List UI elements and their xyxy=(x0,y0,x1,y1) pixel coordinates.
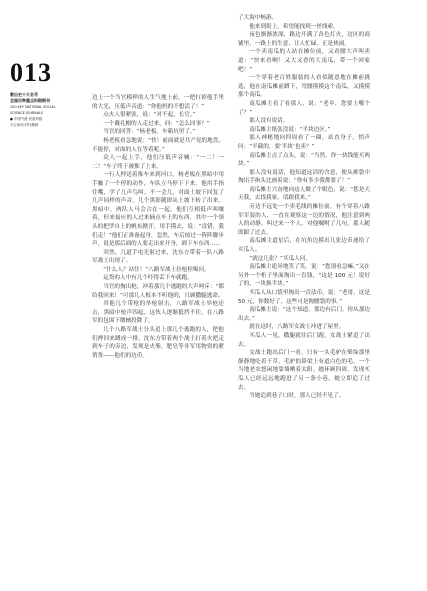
article-paragraph: 当她追到巷子口时，那人已经不见了。 xyxy=(249,393,345,400)
article-paragraph: 南瓜摊主诡异地笑了笑，说：“您别看急嘛。”又在另外一个柜子里面掏出一沓钱，“这是 100 元！说好了的，一块换半块。” xyxy=(238,264,370,288)
journal-info-line: 天云家训 时代精神 xyxy=(10,123,39,127)
article-paragraph: 旁边不远处一个卖毛线的摊位前，有个穿着八路军军装的人，一直在观察这一边的情况，他注意到两人的动静，叫过来一个人，对他嘱咐了几句，那人随即跟了过去。 xyxy=(238,204,370,236)
journal-info-line: 全国百种重点科期期刊 xyxy=(10,98,50,103)
article-paragraph: 一个戴礼帽的人走过来，问：“怎么回事？” xyxy=(103,120,210,127)
article-paragraph: 南瓜摊主道星后，在坑角边摸出几张边币递给了买瓜人。 xyxy=(238,238,370,254)
journal-info-line: SCIENCE JOURNALS xyxy=(10,111,44,115)
article-column-left xyxy=(92,94,224,360)
article-paragraph: “什么人？站住！”八路军战士拉枪栓喝问。 xyxy=(103,266,210,273)
article-paragraph: 一行人押送着推车来到河口，杨老板在黑暗中用手触了一个停的动作，车队立马停下下来。他用手指往嘴，学了几声鸟叫。不一会儿，对面土坡下回复了几声同样的声音，几个黑影随即从土坡下转了出来。黑暗中，两队人马会合在一起。他们互相低声叫嚷着，但来接应的人过来摘点车上的东西，其中一个领头的把罗自上的帆布掀开，用手摸去，说：“没错，我们走！”他们正准备起身，忽然，车后掠过一阵阵脚步声，说是那后面的人要走出来开身，卸下车东西…… xyxy=(92,172,224,248)
article-paragraph: 了大海中畅游。 xyxy=(238,15,278,21)
article-paragraph: 他来到街上，希望能找到一丝线索。 xyxy=(249,23,339,30)
journal-sidebar xyxy=(10,60,80,128)
article-paragraph: 运货的人中有几个吓得丢下车就跑。 xyxy=(103,275,193,282)
article-paragraph: 女战士跑出后门一看，只有一头毛驴在柴垛那里静静地吃着干草，毛驴的鼻梁上有道白色的毛。一个当地老农悠闲地靠墙晒着太阳。她环顾四周，发现买瓜人已经远远地跑进了另一条小巷，她立即追了过去。 xyxy=(238,350,370,391)
article-paragraph: 就在这时，八路军女战士冲进了屋里。 xyxy=(249,324,345,331)
article-paragraph: 当官的回答：“杨老板，车箱坑里了。” xyxy=(103,129,196,136)
article-paragraph: “就这几张？”买瓜人问。 xyxy=(249,255,311,262)
article-paragraph: 点火人很紧张，说：“对不起，长官。” xyxy=(103,112,196,119)
article-paragraph: 买瓜人一见，撒腿就往后门跑，女战士紧追了出去。 xyxy=(238,332,370,348)
article-paragraph: 边上一个当官模样的人生气地上前，一把打掉他手里的大光，压低声音道：“你他妈的不想活了！” xyxy=(92,95,224,110)
article-paragraph: 买瓜人从口袋里掏出一沓法币，说：“老哥，这是 50 元，你数好了，这些可是掏腰袋的事。” xyxy=(238,290,370,305)
article-paragraph: 夜色渐渐浓深，路边开满了各色灯火，边区的商铺里，一路上的生意，让人忙碌，正是热闹。 xyxy=(238,32,370,47)
article-paragraph: 突然，几道手电光射过来，沈东方带着一队八路军战士出现了。 xyxy=(92,249,224,265)
article-paragraph: 众人一起上手，他们压低声音喊：“一二！一二！”车子终于被推了上来。 xyxy=(92,155,224,170)
page-number: 013 xyxy=(10,58,52,87)
journal-info-line: 100 KEY NATIONAL SOCIAL xyxy=(10,105,56,109)
article-paragraph: 那人神秘地向四周看了一圈，站直身子，悄声问：“半截的，要‘半块’也卖？” xyxy=(238,135,370,150)
article-paragraph: 几个八路军战士分头追上那几个逃跑的人，把他们押回来蹲成一排。沈东方带着两个战士打着火把走到车子的旁边，发现是火柴、肥皂等非军用物资的紧俏货——他们的边币。 xyxy=(92,327,224,359)
article-paragraph: 杨老板看急地说：“快！前面就是共产党的地盘，不能停，对面的人在等着呢。” xyxy=(92,137,224,153)
article-paragraph: 一个卖南瓜的人站在摊位前，又看腰大声叫卖道：“快来看啊！又大又香的大南瓜，带一个回家吧！” xyxy=(238,49,370,73)
article-paragraph: 南瓜摊主纸张没说：“半块边区。” xyxy=(249,126,331,133)
article-paragraph: 南瓜摊主兴奋地向这人做了个眼色，说：“您是天天我，去找我家，请跟我来。” xyxy=(238,186,370,202)
article-paragraph: 其他几个带枪的举枪射击，八路军战士举枪还击，黑暗中枪声四起。这伙人逐渐抵挡不住，在八路军的包围下缴械投降了。 xyxy=(92,301,224,325)
journal-info-line: ● 中国气派 民族风格 xyxy=(10,117,43,121)
article-paragraph: 南瓜摊主看了看那人，说：“老乡，您要上哪个了？” xyxy=(238,100,370,116)
journal-info-line: 教出史十大名号 xyxy=(10,92,38,97)
article-paragraph: 当官的掏出枪，冲着那几个逃跑的大声呵斥：“都给我回来！”可那几人根本不听他的，只顾撒腿逃命。 xyxy=(92,284,224,299)
article-paragraph: 南瓜摊主说：“这个知道。那边有后门，你从那边出去。” xyxy=(238,307,370,322)
article-paragraph: 那人没有说话。 xyxy=(249,118,289,125)
article-column-right xyxy=(238,14,370,401)
article-paragraph: 那人没有说话，他知道这话的含意，便从裤袋中掏出手指头比画着说：“你有多少我都要了！” xyxy=(238,169,370,185)
article-paragraph: 一个穿着老百姓服装的人看似随意地在摊前挑选，他在南瓜摊前蹲下，弯腰摸摸这个南瓜，又摸摸那个南瓜。 xyxy=(238,75,370,99)
article-paragraph: 南瓜摊主点了点头，说：“当然，你一块钱能买两块。” xyxy=(238,152,370,168)
